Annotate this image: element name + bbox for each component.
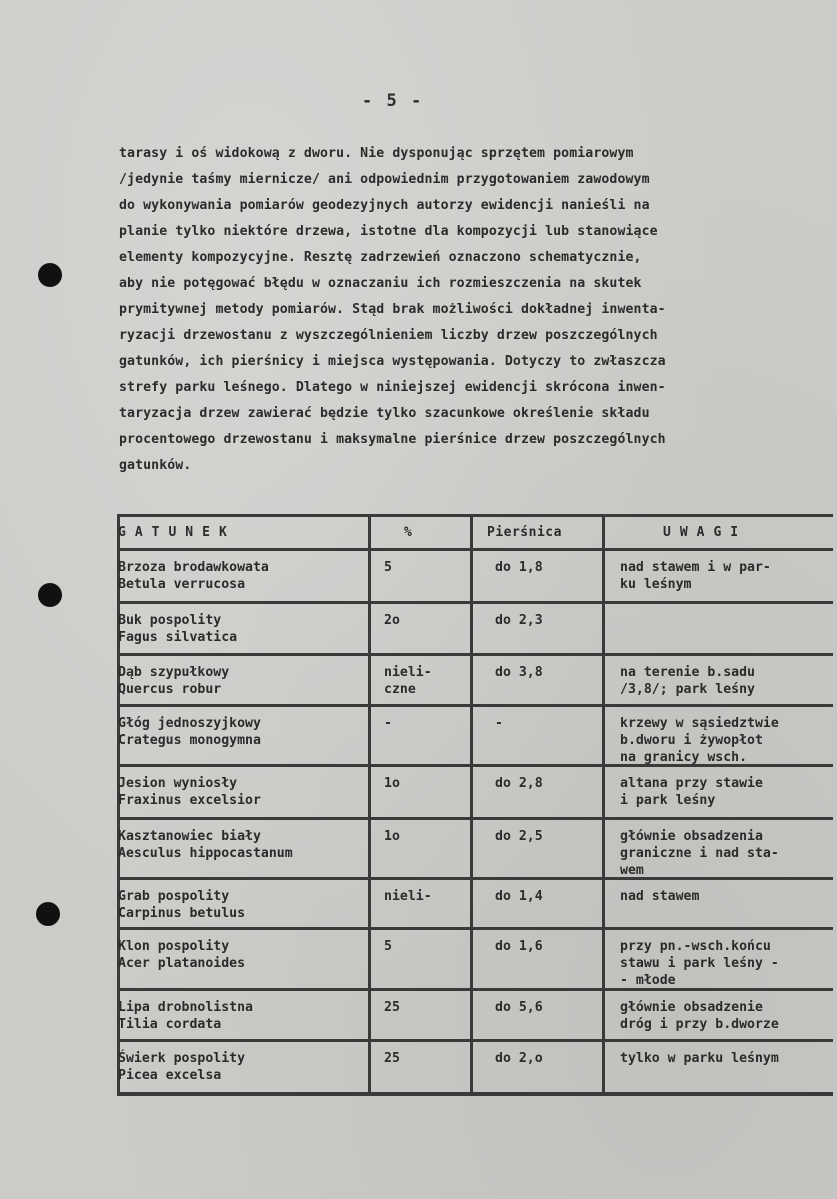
paragraph-line: planie tylko niektóre drzewa, istotne dla kompozycji lub stanowiące: [119, 224, 658, 239]
species-name: Picea excelsa: [118, 1068, 222, 1083]
percent-value: 25: [384, 1000, 400, 1015]
notes-text: altana przy stawie: [620, 776, 763, 791]
percent-value: nieli-: [384, 665, 432, 680]
dbh-value: -: [495, 716, 503, 731]
dbh-value: do 1,4: [495, 889, 543, 904]
punch-hole-top: [38, 263, 62, 287]
dbh-value: do 3,8: [495, 665, 543, 680]
paragraph-line: taryzacja drzew zawierać będzie tylko szacunkowe określenie składu: [119, 406, 650, 421]
species-name: Głóg jednoszyjkowy: [118, 716, 261, 731]
species-name: Buk pospolity: [118, 613, 222, 628]
species-name: Dąb szypułkowy: [118, 665, 230, 680]
paragraph-line: /jedynie taśmy miernicze/ ani odpowiednim przygotowaniem zawodowym: [119, 172, 650, 187]
species-name: Fraxinus excelsior: [118, 793, 261, 808]
notes-text: na terenie b.sadu: [620, 665, 755, 680]
dbh-value: do 1,8: [495, 560, 543, 575]
notes-text: stawu i park leśny -: [620, 956, 779, 971]
notes-text: na granicy wsch.: [620, 750, 748, 765]
percent-value: 1o: [384, 776, 400, 791]
punch-hole-middle: [38, 583, 62, 607]
notes-text: i park leśny: [620, 793, 716, 808]
species-name: Kasztanowiec biały: [118, 829, 261, 844]
notes-text: b.dworu i żywopłot: [620, 733, 763, 748]
body-paragraph: [119, 141, 819, 479]
percent-value: -: [384, 716, 392, 731]
percent-value: 2o: [384, 613, 400, 628]
percent-value: 25: [384, 1051, 400, 1066]
dbh-value: do 2,8: [495, 776, 543, 791]
notes-text: /3,8/; park leśny: [620, 682, 755, 697]
notes-text: krzewy w sąsiedztwie: [620, 716, 779, 731]
notes-text: tylko w parku leśnym: [620, 1051, 779, 1066]
species-name: Tilia cordata: [118, 1017, 222, 1032]
percent-value: czne: [384, 682, 416, 697]
percent-value: 5: [384, 939, 392, 954]
punch-hole-bottom: [36, 902, 60, 926]
paragraph-line: gatunków.: [119, 458, 192, 473]
notes-text: głównie obsadzenia: [620, 829, 763, 844]
paragraph-line: aby nie potęgować błędu w oznaczaniu ich rozmieszczenia na skutek: [119, 276, 642, 291]
dbh-value: do 1,6: [495, 939, 543, 954]
dbh-value: do 2,o: [495, 1051, 543, 1066]
notes-text: nad stawem i w par-: [620, 560, 771, 575]
dbh-value: do 5,6: [495, 1000, 543, 1015]
percent-value: nieli-: [384, 889, 432, 904]
header-dbh: Pierśnica: [487, 525, 562, 540]
notes-text: głównie obsadzenie: [620, 1000, 763, 1015]
header-species: GATUNEK: [118, 525, 236, 540]
percent-value: 5: [384, 560, 392, 575]
species-name: Brzoza brodawkowata: [118, 560, 269, 575]
paragraph-line: elementy kompozycyjne. Resztę zadrzewień oznaczono schematycznie,: [119, 250, 642, 265]
notes-text: ku leśnym: [620, 577, 692, 592]
paragraph-line: do wykonywania pomiarów geodezyjnych autorzy ewidencji nanieśli na: [119, 198, 650, 213]
notes-text: graniczne i nad sta-: [620, 846, 779, 861]
species-name: Carpinus betulus: [118, 906, 246, 921]
species-name: Lipa drobnolistna: [118, 1000, 253, 1015]
dbh-value: do 2,3: [495, 613, 543, 628]
species-name: Acer platanoides: [118, 956, 246, 971]
species-name: Aesculus hippocastanum: [118, 846, 293, 861]
page-number: - 5 -: [362, 91, 424, 111]
paragraph-line: strefy parku leśnego. Dlatego w niniejszej ewidencji skrócona inwen-: [119, 380, 666, 395]
dbh-value: do 2,5: [495, 829, 543, 844]
species-name: Klon pospolity: [118, 939, 230, 954]
species-name: Jesion wyniosły: [118, 776, 238, 791]
notes-text: wem: [620, 863, 644, 878]
header-notes: UWAGI: [663, 525, 748, 540]
notes-text: - młode: [620, 973, 676, 988]
percent-value: 1o: [384, 829, 400, 844]
species-name: Quercus robur: [118, 682, 222, 697]
species-name: Betula verrucosa: [118, 577, 246, 592]
species-name: Grab pospolity: [118, 889, 230, 904]
paragraph-line: gatunków, ich pierśnicy i miejsca występowania. Dotyczy to zwłaszcza: [119, 354, 666, 369]
notes-text: nad stawem: [620, 889, 700, 904]
species-name: Crategus monogymna: [118, 733, 261, 748]
paragraph-line: tarasy i oś widokową z dworu. Nie dysponując sprzętem pomiarowym: [119, 146, 634, 161]
species-name: Fagus silvatica: [118, 630, 238, 645]
paragraph-line: prymitywnej metody pomiarów. Stąd brak możliwości dokładnej inwenta-: [119, 302, 666, 317]
species-name: Świerk pospolity: [118, 1051, 246, 1066]
notes-text: przy pn.-wsch.końcu: [620, 939, 771, 954]
header-percent: %: [404, 525, 414, 540]
paragraph-line: ryzacji drzewostanu z wyszczególnieniem liczby drzew poszczególnych: [119, 328, 658, 343]
notes-text: dróg i przy b.dworze: [620, 1017, 779, 1032]
paragraph-line: procentowego drzewostanu i maksymalne pierśnice drzew poszczególnych: [119, 432, 666, 447]
